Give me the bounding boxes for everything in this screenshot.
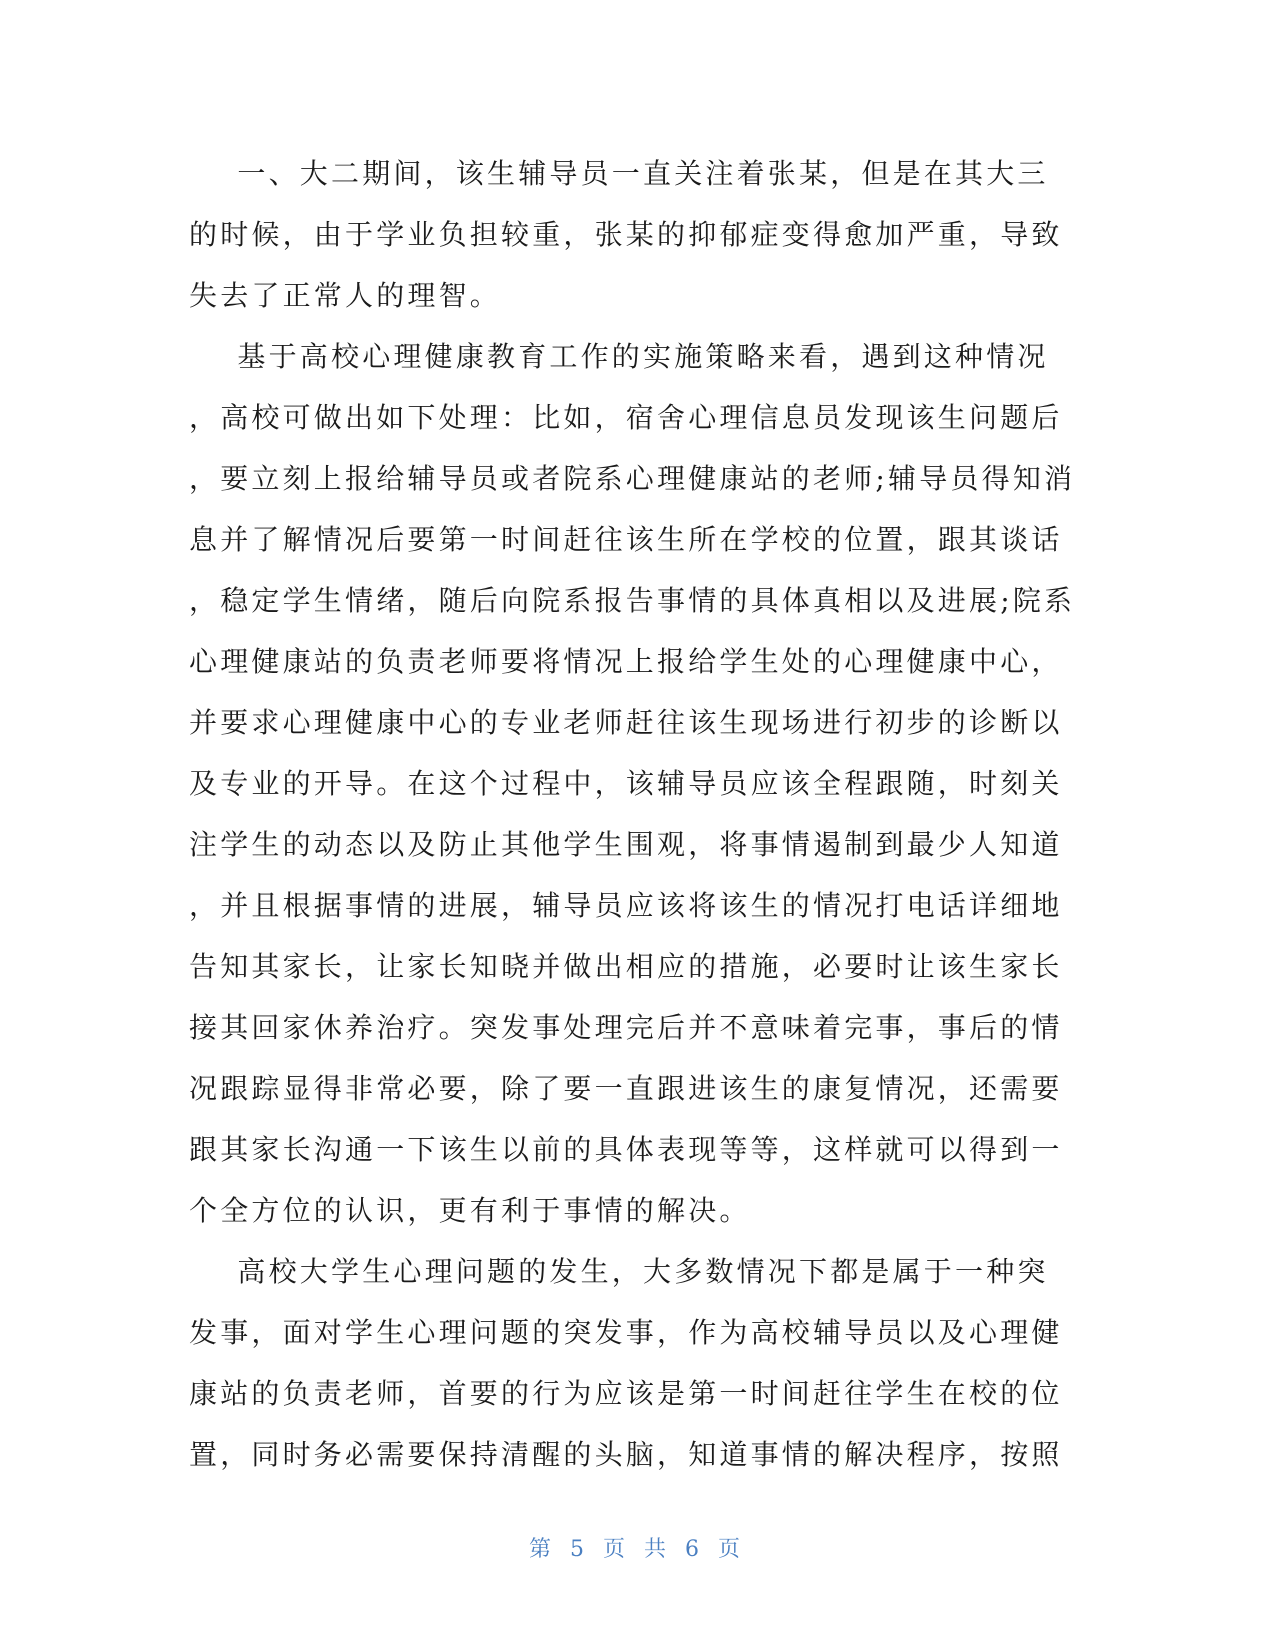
text-line: 跟其家长沟通一下该生以前的具体表现等等，这样就可以得到一 bbox=[189, 1133, 1063, 1166]
text-line: 发事，面对学生心理问题的突发事，作为高校辅导员以及心理健 bbox=[189, 1316, 1063, 1349]
text-line: ，稳定学生情绪，随后向院系报告事情的具体真相以及进展;院系 bbox=[189, 584, 1076, 617]
text-line: 个全方位的认识，更有利于事情的解决。 bbox=[189, 1194, 751, 1227]
text-line: 一、大二期间，该生辅导员一直关注着张某，但是在其大三 bbox=[189, 157, 1049, 190]
text-line: 置，同时务必需要保持清醒的头脑，知道事情的解决程序，按照 bbox=[189, 1438, 1063, 1471]
text-line: 心理健康站的负责老师要将情况上报给学生处的心理健康中心， bbox=[189, 645, 1063, 678]
text-line: ，并且根据事情的进展，辅导员应该将该生的情况打电话详细地 bbox=[189, 889, 1063, 922]
text-line: 基于高校心理健康教育工作的实施策略来看，遇到这种情况 bbox=[189, 340, 1049, 373]
text-line: 高校大学生心理问题的发生，大多数情况下都是属于一种突 bbox=[189, 1255, 1049, 1288]
text-line: 及专业的开导。在这个过程中，该辅导员应该全程跟随，时刻关 bbox=[189, 767, 1063, 800]
page-footer: 第 5 页 共 6 页 bbox=[529, 1537, 746, 1562]
text-line: 接其回家休养治疗。突发事处理完后并不意味着完事，事后的情 bbox=[189, 1011, 1063, 1044]
text-line: 况跟踪显得非常必要，除了要一直跟进该生的康复情况，还需要 bbox=[189, 1072, 1063, 1105]
text-line: ，高校可做出如下处理：比如，宿舍心理信息员发现该生问题后 bbox=[189, 401, 1063, 434]
text-line: 息并了解情况后要第一时间赶往该生所在学校的位置，跟其谈话 bbox=[189, 523, 1063, 556]
text-line: ，要立刻上报给辅导员或者院系心理健康站的老师;辅导员得知消 bbox=[189, 462, 1076, 495]
text-line: 告知其家长，让家长知晓并做出相应的措施，必要时让该生家长 bbox=[189, 950, 1063, 983]
body-text bbox=[189, 143, 1076, 1485]
text-line: 注学生的动态以及防止其他学生围观，将事情遏制到最少人知道 bbox=[189, 828, 1063, 861]
text-line: 的时候，由于学业负担较重，张某的抑郁症变得愈加严重，导致 bbox=[189, 218, 1063, 251]
text-line: 并要求心理健康中心的专业老师赶往该生现场进行初步的诊断以 bbox=[189, 706, 1063, 739]
text-line: 失去了正常人的理智。 bbox=[189, 279, 502, 312]
text-line: 康站的负责老师，首要的行为应该是第一时间赶往学生在校的位 bbox=[189, 1377, 1063, 1410]
